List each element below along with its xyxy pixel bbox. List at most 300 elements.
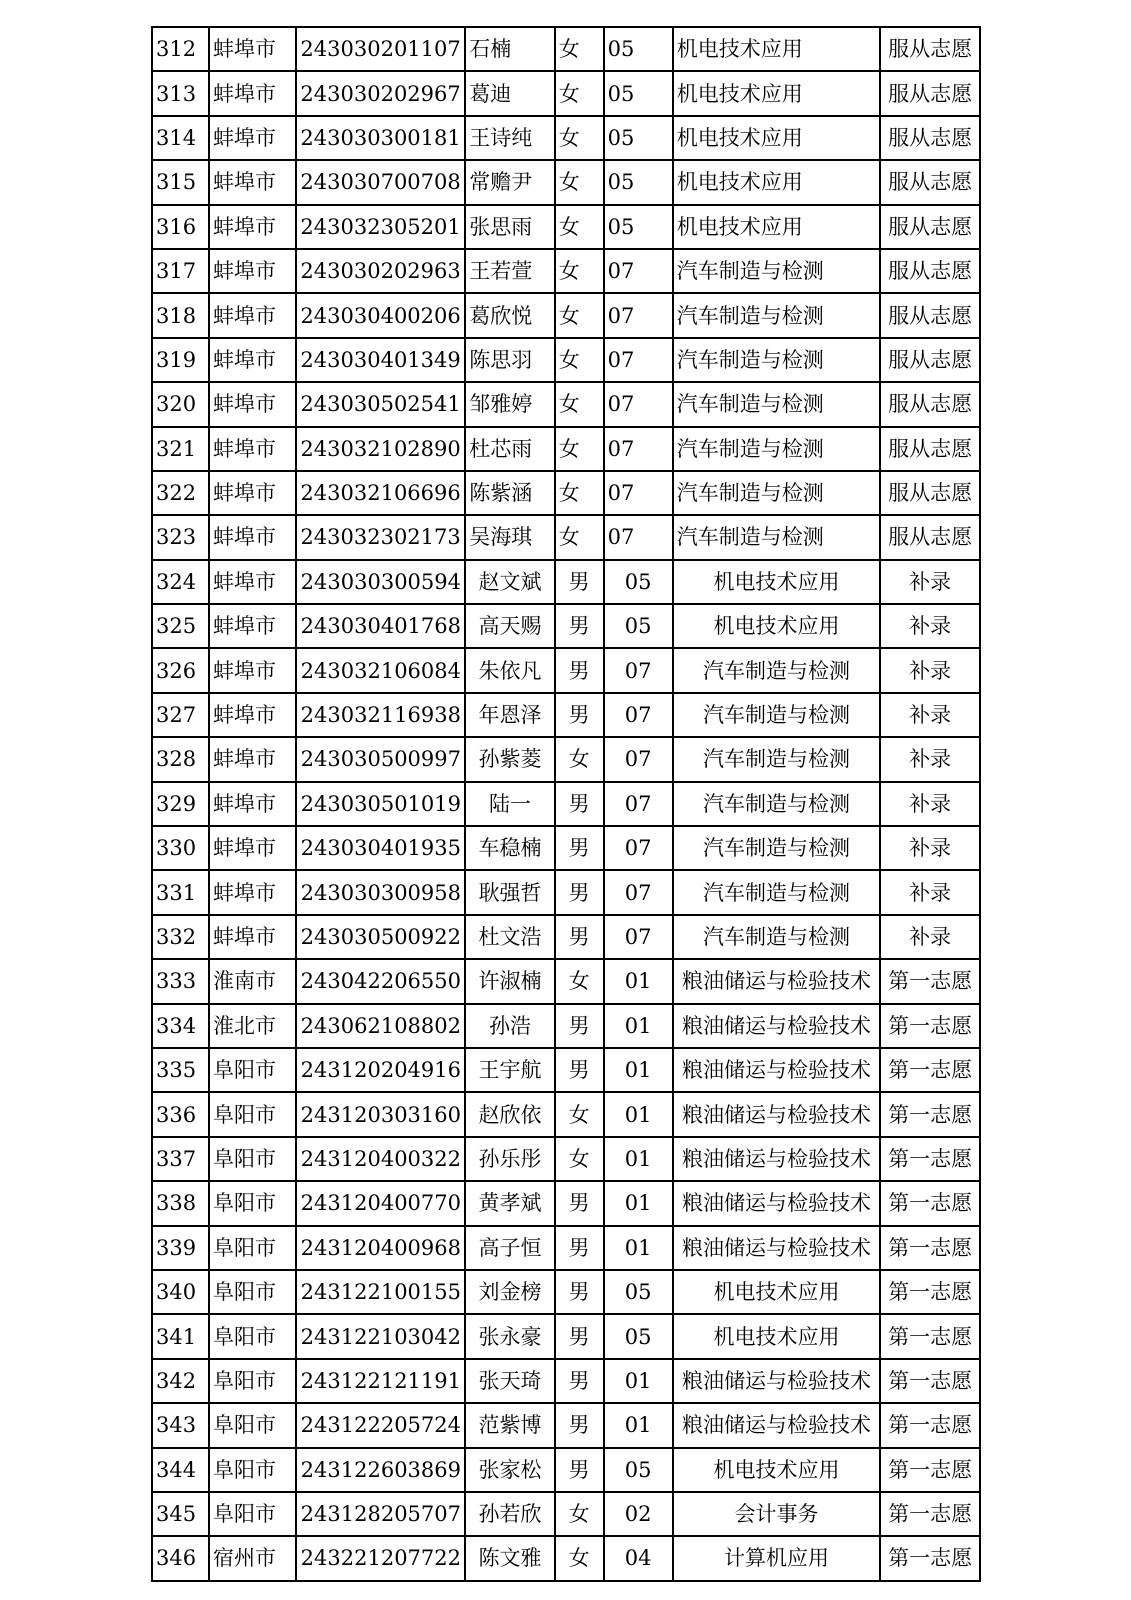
admission-type-cell: 服从志愿 <box>880 205 980 249</box>
major-cell: 粮油储运与检验技术 <box>673 1359 881 1403</box>
student-name-cell: 张天琦 <box>465 1359 555 1403</box>
gender-cell: 男 <box>555 782 604 826</box>
gender-cell: 男 <box>555 1004 604 1048</box>
row-number-cell: 346 <box>152 1536 209 1580</box>
exam-id-cell: 243030300958 <box>296 870 465 914</box>
gender-cell: 男 <box>555 1359 604 1403</box>
student-name-cell: 孙若欣 <box>465 1492 555 1536</box>
student-name-cell: 王宇航 <box>465 1048 555 1092</box>
exam-id-cell: 243030300594 <box>296 560 465 604</box>
gender-cell: 女 <box>555 471 604 515</box>
table-row <box>152 471 980 515</box>
row-number-cell: 344 <box>152 1448 209 1492</box>
city-cell: 阜阳市 <box>209 1403 296 1447</box>
major-code-cell: 05 <box>604 205 673 249</box>
major-code-cell: 05 <box>604 71 673 115</box>
student-name-cell: 车稳楠 <box>465 826 555 870</box>
table-row <box>152 1270 980 1314</box>
major-code-cell: 05 <box>604 560 673 604</box>
student-name-cell: 葛迪 <box>465 71 555 115</box>
city-cell: 蚌埠市 <box>209 782 296 826</box>
exam-id-cell: 243030401935 <box>296 826 465 870</box>
major-cell: 汽车制造与检测 <box>673 249 881 293</box>
city-cell: 蚌埠市 <box>209 249 296 293</box>
student-name-cell: 耿强哲 <box>465 870 555 914</box>
admission-type-cell: 服从志愿 <box>880 27 980 71</box>
major-code-cell: 05 <box>604 160 673 204</box>
admission-type-cell: 服从志愿 <box>880 71 980 115</box>
major-code-cell: 01 <box>604 1048 673 1092</box>
major-code-cell: 01 <box>604 1092 673 1136</box>
table-body <box>152 27 980 1581</box>
gender-cell: 女 <box>555 382 604 426</box>
row-number-cell: 312 <box>152 27 209 71</box>
admission-type-cell: 服从志愿 <box>880 382 980 426</box>
exam-id-cell: 243032302173 <box>296 515 465 559</box>
admission-type-cell: 补录 <box>880 826 980 870</box>
admission-type-cell: 第一志愿 <box>880 1048 980 1092</box>
gender-cell: 女 <box>555 205 604 249</box>
admission-table <box>151 26 981 1582</box>
exam-id-cell: 243030500922 <box>296 915 465 959</box>
admission-type-cell: 服从志愿 <box>880 249 980 293</box>
exam-id-cell: 243122100155 <box>296 1270 465 1314</box>
major-cell: 粮油储运与检验技术 <box>673 1048 881 1092</box>
admission-type-cell: 第一志愿 <box>880 1181 980 1225</box>
admission-type-cell: 第一志愿 <box>880 1448 980 1492</box>
row-number-cell: 319 <box>152 338 209 382</box>
student-name-cell: 葛欣悦 <box>465 293 555 337</box>
major-cell: 机电技术应用 <box>673 205 881 249</box>
city-cell: 蚌埠市 <box>209 693 296 737</box>
gender-cell: 男 <box>555 1314 604 1358</box>
city-cell: 阜阳市 <box>209 1270 296 1314</box>
city-cell: 蚌埠市 <box>209 71 296 115</box>
table-row <box>152 1314 980 1358</box>
student-name-cell: 孙乐彤 <box>465 1137 555 1181</box>
row-number-cell: 330 <box>152 826 209 870</box>
table-row <box>152 27 980 71</box>
row-number-cell: 322 <box>152 471 209 515</box>
student-name-cell: 孙紫菱 <box>465 737 555 781</box>
table-row <box>152 560 980 604</box>
gender-cell: 男 <box>555 915 604 959</box>
gender-cell: 女 <box>555 1137 604 1181</box>
major-cell: 汽车制造与检测 <box>673 382 881 426</box>
row-number-cell: 328 <box>152 737 209 781</box>
student-name-cell: 高子恒 <box>465 1226 555 1270</box>
admission-type-cell: 补录 <box>880 737 980 781</box>
city-cell: 蚌埠市 <box>209 915 296 959</box>
admission-type-cell: 第一志愿 <box>880 1359 980 1403</box>
gender-cell: 女 <box>555 515 604 559</box>
table-row <box>152 1448 980 1492</box>
major-code-cell: 01 <box>604 1181 673 1225</box>
table-row <box>152 1181 980 1225</box>
city-cell: 蚌埠市 <box>209 737 296 781</box>
admission-type-cell: 第一志愿 <box>880 959 980 1003</box>
gender-cell: 女 <box>555 293 604 337</box>
gender-cell: 女 <box>555 959 604 1003</box>
major-cell: 机电技术应用 <box>673 1270 881 1314</box>
major-cell: 机电技术应用 <box>673 160 881 204</box>
major-cell: 粮油储运与检验技术 <box>673 959 881 1003</box>
gender-cell: 男 <box>555 870 604 914</box>
gender-cell: 男 <box>555 604 604 648</box>
row-number-cell: 327 <box>152 693 209 737</box>
table-row <box>152 1226 980 1270</box>
table-row <box>152 1004 980 1048</box>
table-row <box>152 293 980 337</box>
exam-id-cell: 243120204916 <box>296 1048 465 1092</box>
row-number-cell: 323 <box>152 515 209 559</box>
student-name-cell: 邹雅婷 <box>465 382 555 426</box>
admission-type-cell: 补录 <box>880 693 980 737</box>
city-cell: 蚌埠市 <box>209 515 296 559</box>
major-cell: 汽车制造与检测 <box>673 693 881 737</box>
city-cell: 淮南市 <box>209 959 296 1003</box>
city-cell: 蚌埠市 <box>209 427 296 471</box>
student-name-cell: 杜文浩 <box>465 915 555 959</box>
student-name-cell: 王若萱 <box>465 249 555 293</box>
admission-type-cell: 服从志愿 <box>880 160 980 204</box>
student-name-cell: 杜芯雨 <box>465 427 555 471</box>
exam-id-cell: 243030700708 <box>296 160 465 204</box>
exam-id-cell: 243032116938 <box>296 693 465 737</box>
major-code-cell: 07 <box>604 471 673 515</box>
exam-id-cell: 243062108802 <box>296 1004 465 1048</box>
admission-type-cell: 补录 <box>880 648 980 692</box>
gender-cell: 男 <box>555 1448 604 1492</box>
table-row <box>152 737 980 781</box>
student-name-cell: 陈思羽 <box>465 338 555 382</box>
city-cell: 蚌埠市 <box>209 160 296 204</box>
major-code-cell: 01 <box>604 1004 673 1048</box>
table-row <box>152 1403 980 1447</box>
student-name-cell: 石楠 <box>465 27 555 71</box>
major-code-cell: 07 <box>604 427 673 471</box>
table-row <box>152 382 980 426</box>
admission-type-cell: 补录 <box>880 870 980 914</box>
gender-cell: 男 <box>555 693 604 737</box>
table-row <box>152 160 980 204</box>
exam-id-cell: 243032106696 <box>296 471 465 515</box>
student-name-cell: 陈紫涵 <box>465 471 555 515</box>
gender-cell: 男 <box>555 1048 604 1092</box>
student-name-cell: 黄孝斌 <box>465 1181 555 1225</box>
gender-cell: 女 <box>555 27 604 71</box>
exam-id-cell: 243128205707 <box>296 1492 465 1536</box>
gender-cell: 男 <box>555 648 604 692</box>
gender-cell: 男 <box>555 1270 604 1314</box>
major-cell: 机电技术应用 <box>673 27 881 71</box>
major-cell: 汽车制造与检测 <box>673 870 881 914</box>
major-cell: 汽车制造与检测 <box>673 826 881 870</box>
table-row <box>152 959 980 1003</box>
major-code-cell: 07 <box>604 249 673 293</box>
exam-id-cell: 243120400322 <box>296 1137 465 1181</box>
major-cell: 粮油储运与检验技术 <box>673 1004 881 1048</box>
admission-type-cell: 补录 <box>880 560 980 604</box>
admission-type-cell: 第一志愿 <box>880 1536 980 1580</box>
row-number-cell: 329 <box>152 782 209 826</box>
gender-cell: 男 <box>555 1181 604 1225</box>
table-row <box>152 782 980 826</box>
major-cell: 机电技术应用 <box>673 1314 881 1358</box>
exam-id-cell: 243032102890 <box>296 427 465 471</box>
city-cell: 宿州市 <box>209 1536 296 1580</box>
major-code-cell: 07 <box>604 648 673 692</box>
table-row <box>152 826 980 870</box>
exam-id-cell: 243030201107 <box>296 27 465 71</box>
major-cell: 计算机应用 <box>673 1536 881 1580</box>
admission-type-cell: 服从志愿 <box>880 293 980 337</box>
table-row <box>152 427 980 471</box>
row-number-cell: 314 <box>152 116 209 160</box>
major-code-cell: 05 <box>604 27 673 71</box>
table-row <box>152 1359 980 1403</box>
major-code-cell: 07 <box>604 915 673 959</box>
admission-type-cell: 补录 <box>880 604 980 648</box>
gender-cell: 女 <box>555 338 604 382</box>
student-name-cell: 陆一 <box>465 782 555 826</box>
row-number-cell: 337 <box>152 1137 209 1181</box>
admission-type-cell: 第一志愿 <box>880 1314 980 1358</box>
gender-cell: 女 <box>555 1092 604 1136</box>
major-cell: 粮油储运与检验技术 <box>673 1403 881 1447</box>
exam-id-cell: 243122121191 <box>296 1359 465 1403</box>
student-name-cell: 范紫博 <box>465 1403 555 1447</box>
row-number-cell: 338 <box>152 1181 209 1225</box>
table-row <box>152 1048 980 1092</box>
table-row <box>152 116 980 160</box>
student-name-cell: 朱依凡 <box>465 648 555 692</box>
gender-cell: 女 <box>555 116 604 160</box>
table-row <box>152 249 980 293</box>
city-cell: 阜阳市 <box>209 1314 296 1358</box>
gender-cell: 男 <box>555 826 604 870</box>
table-row <box>152 1492 980 1536</box>
major-cell: 粮油储运与检验技术 <box>673 1181 881 1225</box>
admission-type-cell: 第一志愿 <box>880 1492 980 1536</box>
student-name-cell: 张家松 <box>465 1448 555 1492</box>
admission-type-cell: 第一志愿 <box>880 1270 980 1314</box>
city-cell: 阜阳市 <box>209 1226 296 1270</box>
row-number-cell: 313 <box>152 71 209 115</box>
major-cell: 粮油储运与检验技术 <box>673 1226 881 1270</box>
student-name-cell: 王诗纯 <box>465 116 555 160</box>
major-cell: 汽车制造与检测 <box>673 737 881 781</box>
table-row <box>152 1536 980 1580</box>
exam-id-cell: 243120400770 <box>296 1181 465 1225</box>
table-row <box>152 648 980 692</box>
major-code-cell: 07 <box>604 826 673 870</box>
city-cell: 蚌埠市 <box>209 870 296 914</box>
student-name-cell: 张永豪 <box>465 1314 555 1358</box>
row-number-cell: 315 <box>152 160 209 204</box>
major-code-cell: 07 <box>604 382 673 426</box>
major-code-cell: 02 <box>604 1492 673 1536</box>
row-number-cell: 335 <box>152 1048 209 1092</box>
major-code-cell: 01 <box>604 1359 673 1403</box>
row-number-cell: 339 <box>152 1226 209 1270</box>
row-number-cell: 345 <box>152 1492 209 1536</box>
city-cell: 蚌埠市 <box>209 293 296 337</box>
exam-id-cell: 243221207722 <box>296 1536 465 1580</box>
row-number-cell: 331 <box>152 870 209 914</box>
admission-type-cell: 服从志愿 <box>880 116 980 160</box>
admission-type-cell: 补录 <box>880 782 980 826</box>
major-cell: 机电技术应用 <box>673 560 881 604</box>
gender-cell: 男 <box>555 1403 604 1447</box>
row-number-cell: 326 <box>152 648 209 692</box>
gender-cell: 女 <box>555 427 604 471</box>
table-row <box>152 693 980 737</box>
major-code-cell: 01 <box>604 1403 673 1447</box>
major-cell: 汽车制造与检测 <box>673 293 881 337</box>
student-name-cell: 吴海琪 <box>465 515 555 559</box>
exam-id-cell: 243030501019 <box>296 782 465 826</box>
row-number-cell: 333 <box>152 959 209 1003</box>
city-cell: 蚌埠市 <box>209 116 296 160</box>
admission-type-cell: 服从志愿 <box>880 338 980 382</box>
exam-id-cell: 243030202963 <box>296 249 465 293</box>
table-row <box>152 915 980 959</box>
table-row <box>152 1092 980 1136</box>
admission-type-cell: 服从志愿 <box>880 515 980 559</box>
table-row <box>152 71 980 115</box>
gender-cell: 女 <box>555 71 604 115</box>
admission-type-cell: 第一志愿 <box>880 1226 980 1270</box>
city-cell: 蚌埠市 <box>209 205 296 249</box>
gender-cell: 男 <box>555 560 604 604</box>
major-code-cell: 05 <box>604 604 673 648</box>
exam-id-cell: 243030401768 <box>296 604 465 648</box>
table-row <box>152 338 980 382</box>
row-number-cell: 316 <box>152 205 209 249</box>
major-code-cell: 07 <box>604 737 673 781</box>
major-code-cell: 07 <box>604 515 673 559</box>
city-cell: 蚌埠市 <box>209 826 296 870</box>
city-cell: 蚌埠市 <box>209 471 296 515</box>
city-cell: 阜阳市 <box>209 1048 296 1092</box>
major-code-cell: 05 <box>604 1448 673 1492</box>
exam-id-cell: 243030400206 <box>296 293 465 337</box>
exam-id-cell: 243042206550 <box>296 959 465 1003</box>
city-cell: 蚌埠市 <box>209 338 296 382</box>
row-number-cell: 324 <box>152 560 209 604</box>
gender-cell: 女 <box>555 1536 604 1580</box>
student-name-cell: 许淑楠 <box>465 959 555 1003</box>
student-name-cell: 常赡尹 <box>465 160 555 204</box>
table-row <box>152 604 980 648</box>
student-name-cell: 赵欣依 <box>465 1092 555 1136</box>
admission-type-cell: 第一志愿 <box>880 1137 980 1181</box>
student-name-cell: 高天赐 <box>465 604 555 648</box>
table-row <box>152 870 980 914</box>
gender-cell: 男 <box>555 1226 604 1270</box>
row-number-cell: 334 <box>152 1004 209 1048</box>
exam-id-cell: 243032106084 <box>296 648 465 692</box>
admission-type-cell: 第一志愿 <box>880 1403 980 1447</box>
major-cell: 汽车制造与检测 <box>673 471 881 515</box>
major-cell: 汽车制造与检测 <box>673 915 881 959</box>
major-code-cell: 01 <box>604 959 673 1003</box>
student-name-cell: 赵文斌 <box>465 560 555 604</box>
row-number-cell: 325 <box>152 604 209 648</box>
major-code-cell: 07 <box>604 870 673 914</box>
row-number-cell: 336 <box>152 1092 209 1136</box>
exam-id-cell: 243122603869 <box>296 1448 465 1492</box>
row-number-cell: 321 <box>152 427 209 471</box>
exam-id-cell: 243120303160 <box>296 1092 465 1136</box>
row-number-cell: 317 <box>152 249 209 293</box>
major-cell: 机电技术应用 <box>673 71 881 115</box>
admission-type-cell: 第一志愿 <box>880 1092 980 1136</box>
major-cell: 机电技术应用 <box>673 604 881 648</box>
major-code-cell: 01 <box>604 1226 673 1270</box>
table-row <box>152 1137 980 1181</box>
major-cell: 汽车制造与检测 <box>673 648 881 692</box>
gender-cell: 女 <box>555 1492 604 1536</box>
city-cell: 阜阳市 <box>209 1092 296 1136</box>
city-cell: 蚌埠市 <box>209 604 296 648</box>
row-number-cell: 343 <box>152 1403 209 1447</box>
city-cell: 淮北市 <box>209 1004 296 1048</box>
major-code-cell: 05 <box>604 1270 673 1314</box>
city-cell: 阜阳市 <box>209 1359 296 1403</box>
major-code-cell: 07 <box>604 293 673 337</box>
student-name-cell: 张思雨 <box>465 205 555 249</box>
major-code-cell: 05 <box>604 116 673 160</box>
gender-cell: 女 <box>555 737 604 781</box>
exam-id-cell: 243032305201 <box>296 205 465 249</box>
major-cell: 机电技术应用 <box>673 116 881 160</box>
major-code-cell: 07 <box>604 693 673 737</box>
city-cell: 蚌埠市 <box>209 382 296 426</box>
major-cell: 汽车制造与检测 <box>673 427 881 471</box>
row-number-cell: 332 <box>152 915 209 959</box>
student-name-cell: 陈文雅 <box>465 1536 555 1580</box>
city-cell: 阜阳市 <box>209 1181 296 1225</box>
student-name-cell: 孙浩 <box>465 1004 555 1048</box>
table-row <box>152 205 980 249</box>
exam-id-cell: 243030502541 <box>296 382 465 426</box>
admission-type-cell: 服从志愿 <box>880 471 980 515</box>
admission-type-cell: 第一志愿 <box>880 1004 980 1048</box>
city-cell: 蚌埠市 <box>209 560 296 604</box>
row-number-cell: 318 <box>152 293 209 337</box>
exam-id-cell: 243030500997 <box>296 737 465 781</box>
major-cell: 粮油储运与检验技术 <box>673 1137 881 1181</box>
exam-id-cell: 243122205724 <box>296 1403 465 1447</box>
major-cell: 会计事务 <box>673 1492 881 1536</box>
admission-type-cell: 服从志愿 <box>880 427 980 471</box>
exam-id-cell: 243122103042 <box>296 1314 465 1358</box>
city-cell: 蚌埠市 <box>209 27 296 71</box>
row-number-cell: 340 <box>152 1270 209 1314</box>
gender-cell: 女 <box>555 249 604 293</box>
major-code-cell: 07 <box>604 782 673 826</box>
major-cell: 粮油储运与检验技术 <box>673 1092 881 1136</box>
major-cell: 机电技术应用 <box>673 1448 881 1492</box>
gender-cell: 女 <box>555 160 604 204</box>
exam-id-cell: 243120400968 <box>296 1226 465 1270</box>
row-number-cell: 341 <box>152 1314 209 1358</box>
exam-id-cell: 243030202967 <box>296 71 465 115</box>
major-code-cell: 07 <box>604 338 673 382</box>
row-number-cell: 342 <box>152 1359 209 1403</box>
